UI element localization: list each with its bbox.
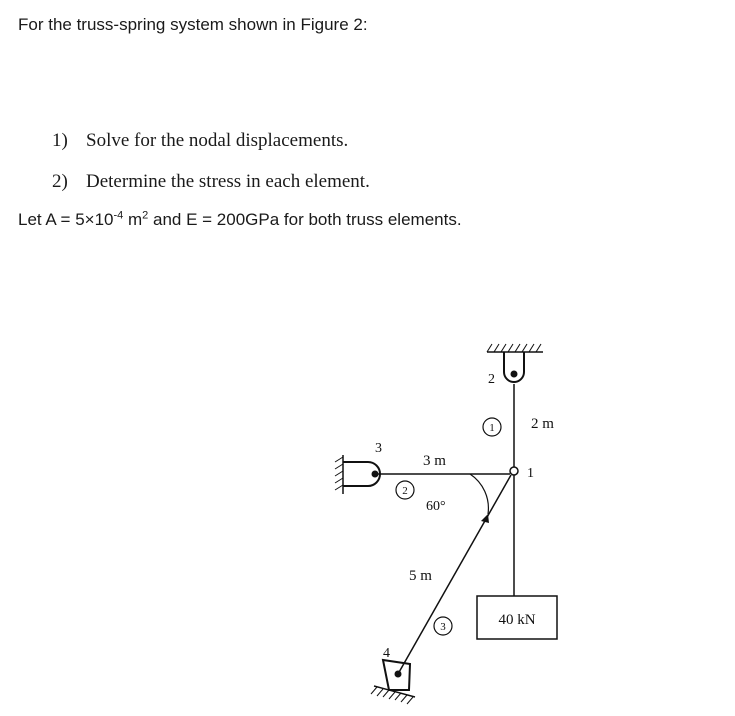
given-unit: m — [123, 210, 143, 229]
node-1-label: 1 — [527, 466, 534, 481]
angle-arrowhead — [481, 514, 489, 523]
node-3-label: 3 — [375, 441, 382, 456]
node-4-label: 4 — [383, 646, 390, 661]
node-2-pin-support — [504, 352, 524, 382]
svg-text:2: 2 — [402, 485, 408, 497]
task-1-number: 1) — [52, 130, 68, 151]
element-3-marker — [434, 617, 452, 635]
task-2-text: Determine the stress in each element. — [86, 171, 370, 192]
given-prefix: Let A = 5×10 — [18, 210, 114, 229]
given-suffix: and E = 200GPa for both truss elements. — [148, 210, 462, 229]
svg-text:1: 1 — [489, 422, 495, 434]
problem-intro: For the truss-spring system shown in Figure 2: — [18, 15, 368, 34]
ceiling-support — [487, 344, 543, 352]
node-4-pin-support — [371, 660, 415, 704]
horizontal-length-label: 3 m — [423, 453, 446, 469]
task-1-text: Solve for the nodal displacements. — [86, 130, 349, 151]
node-1 — [510, 467, 518, 475]
inclined-length-label: 5 m — [409, 568, 432, 584]
svg-text:3: 3 — [440, 621, 446, 633]
node-3-pin-support — [335, 455, 380, 494]
element-1-marker — [483, 418, 501, 436]
angle-arc — [470, 474, 488, 514]
node-2-label: 2 — [488, 372, 495, 387]
element-2-marker — [396, 481, 414, 499]
given-unit-exponent: 2 — [142, 209, 149, 222]
spring-length-label: 2 m — [531, 416, 554, 432]
load-label: 40 kN — [498, 612, 536, 628]
angle-label: 60° — [426, 499, 446, 514]
task-2-number: 2) — [52, 171, 68, 192]
given-exponent: -4 — [113, 209, 124, 222]
